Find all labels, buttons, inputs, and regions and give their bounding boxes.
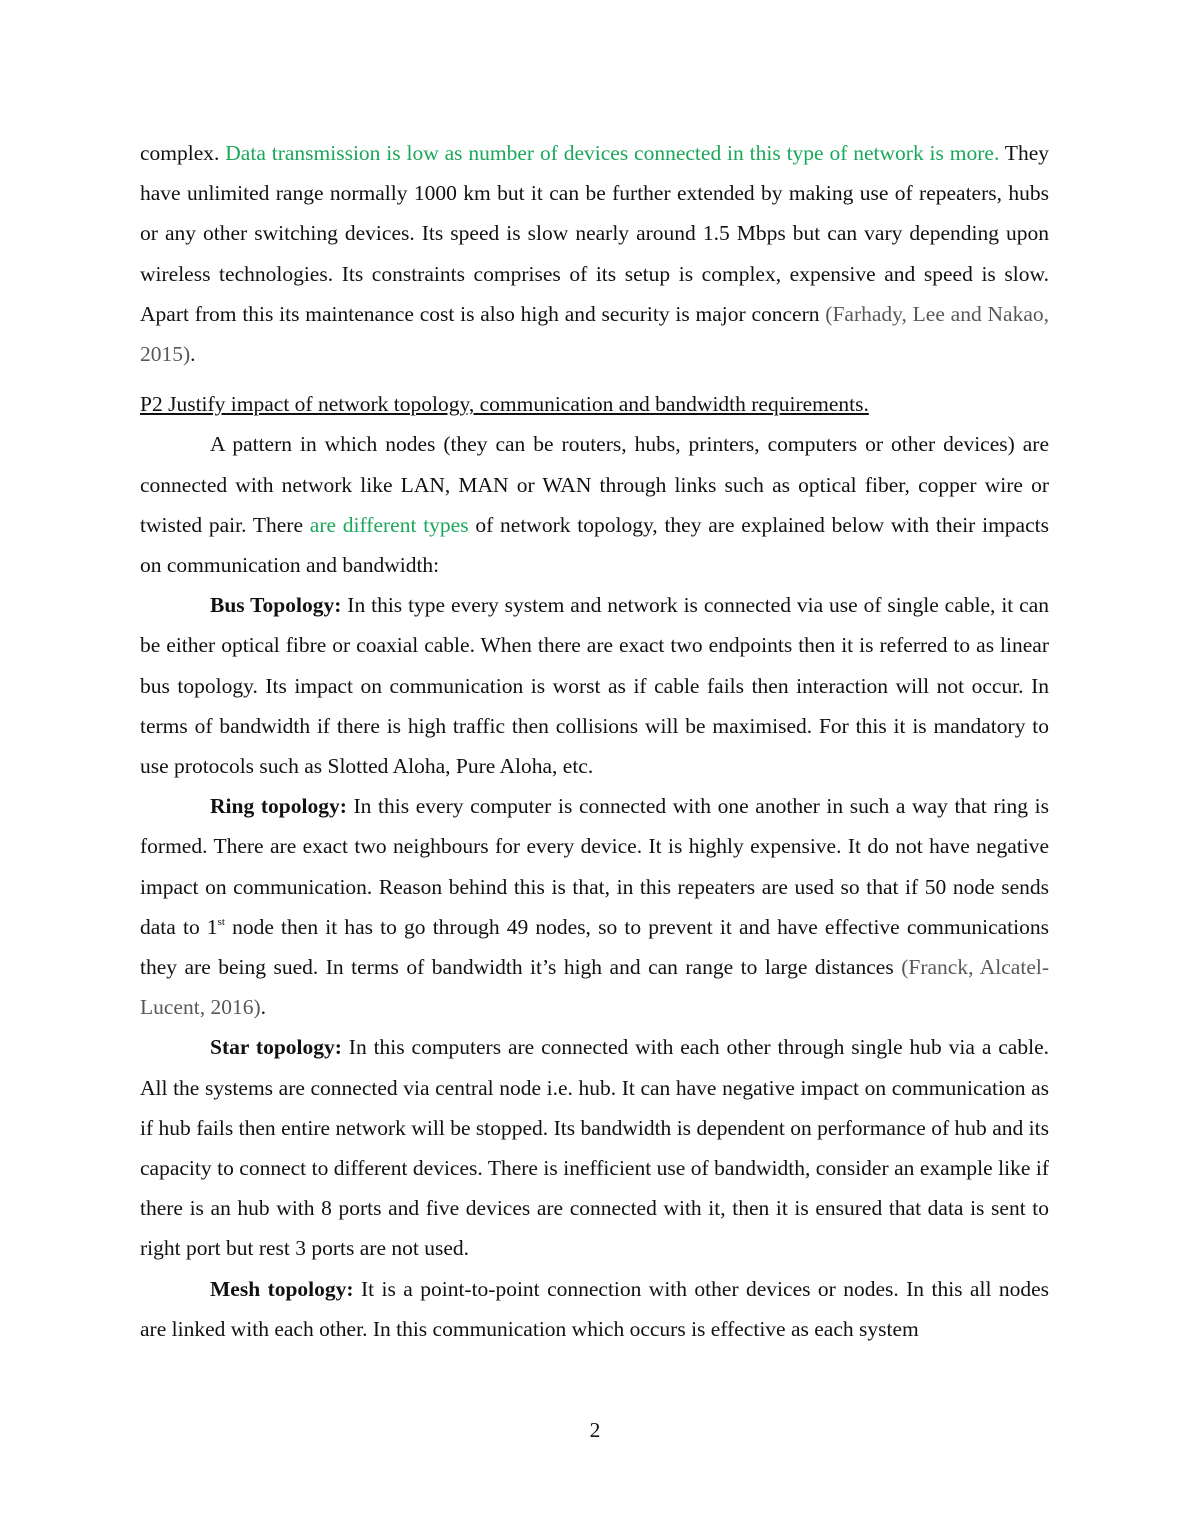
highlighted-text: Data transmission is low as number of devices connected in this type of network is more. xyxy=(225,141,1000,165)
paragraph-text: In this type every system and network is connected via use of single cable, it can be either optical fibre or coaxial cable. When there are exact two endpoints then it is referred to as linear bus topology. Its impact on communication is worst as if cable fails then interaction will not occur. In terms of bandwidth if there is high traffic then collisions will be maximised. For this it is mandatory to use protocols such as Slotted Aloha, Pure Aloha, etc. xyxy=(140,593,1049,779)
section-heading: P2 Justify impact of network topology, communication and bandwidth requirements. xyxy=(140,392,869,417)
bus-topology-title: Bus Topology: xyxy=(210,593,342,618)
paragraph-intro xyxy=(140,424,1049,585)
paragraph-text: node then it has to go through 49 nodes, so to prevent it and have effective communications they are being sued. In terms of bandwidth it’s high and can range to large distances xyxy=(140,914,1049,980)
paragraph-text: In this computers are connected with each other through single hub via a cable. All the systems are connected via central node i.e. hub. It can have negative impact on communication as if hub fails then entire network will be stopped. Its bandwidth is dependent on performance of hub and its capacity to connect to different devices. There is inefficient use of bandwidth, consider an example like if there is an hub with 8 ports and five devices are connected with it, then it is ensured that data is sent to right port but rest 3 ports are not used. xyxy=(140,1035,1049,1261)
paragraph-text: It is a point-to-point connection with other devices or nodes. In this all nodes are linked with each other. In this communication which occurs is effective as each system xyxy=(140,1276,1049,1341)
superscript: st xyxy=(217,915,225,928)
paragraph-ring-topology xyxy=(140,786,1049,1027)
citation: (Franck, Alcatel-Lucent, 2016) xyxy=(140,955,1049,1020)
document-body xyxy=(140,133,1049,1349)
highlighted-text: are different types xyxy=(309,512,469,537)
ring-topology-title: Ring topology: xyxy=(210,794,347,819)
citation: (Farhady, Lee and Nakao, 2015) xyxy=(140,301,1049,367)
paragraph-text: complex. xyxy=(140,141,226,165)
paragraph-text: . xyxy=(260,995,266,1020)
paragraph-text: of network topology, they are explained below with their impacts on communication and bandwidth: xyxy=(140,512,1049,578)
paragraph-text: They have unlimited range normally 1000 km but it can be further extended by making use of repeaters, hubs or any other switching devices. Its speed is slow nearly around 1.5 Mbps but can vary depending upon wireless technologies. Its constraints comprises of its setup is complex, expensive and speed is slow. Apart from this its maintenance cost is also high and security is major concern xyxy=(140,141,1049,326)
paragraph-text: . xyxy=(190,342,196,367)
page-number: 2 xyxy=(589,1418,601,1442)
mesh-topology-title: Mesh topology: xyxy=(210,1276,354,1301)
paragraph-bus-topology xyxy=(140,585,1049,786)
paragraph-text: In this every computer is connected with one another in such a way that ring is formed. There are exact two neighbours for every device. It is highly expensive. It do not have negative impact on communication. Reason behind this is that, in this repeaters are used so that if 50 node sends data to 1 xyxy=(140,794,1049,939)
star-topology-title: Star topology: xyxy=(210,1035,342,1060)
paragraph-mesh-topology xyxy=(140,1269,1049,1349)
paragraph-text: A pattern in which nodes (they can be routers, hubs, printers, computers or other devices) are connected with network like LAN, MAN or WAN through links such as optical fiber, copper wire or twisted pair. There xyxy=(140,432,1049,537)
paragraph-continuation xyxy=(140,133,1049,374)
paragraph-star-topology xyxy=(140,1027,1049,1268)
